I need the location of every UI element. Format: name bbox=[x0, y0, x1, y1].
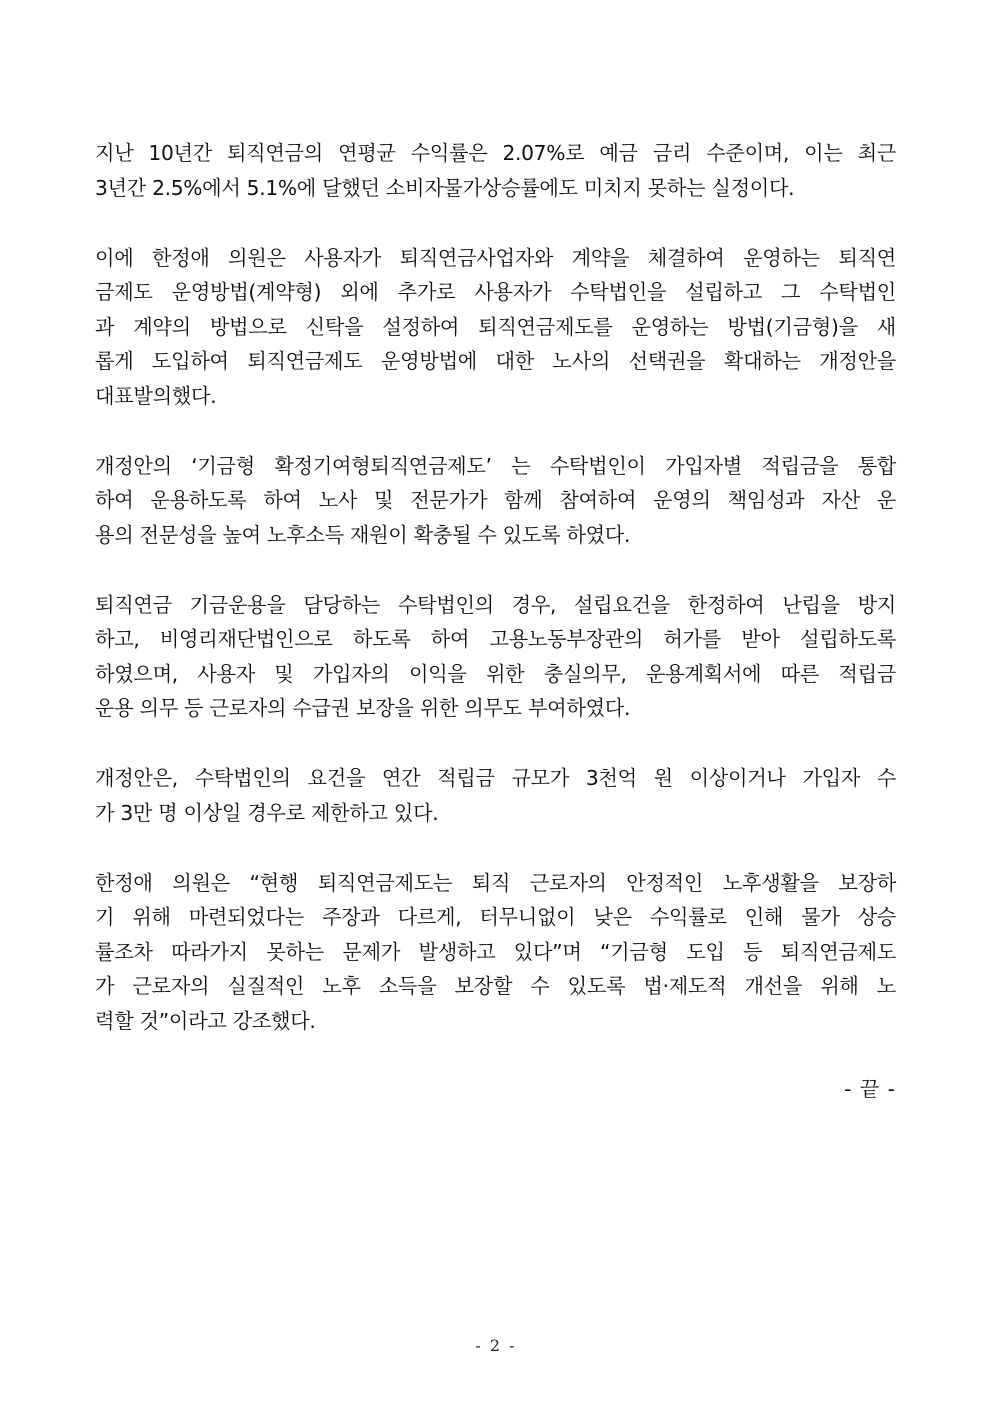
end-mark: - 끝 - bbox=[844, 1077, 896, 1101]
text-line: 롭게 도입하여 퇴직연금제도 운영방법에 대한 노사의 선택권을 확대하는 개정안을 bbox=[95, 349, 896, 373]
text-line: 퇴직연금 기금운용을 담당하는 수탁법인의 경우, 설립요건을 한정하여 난립을 방지 bbox=[95, 592, 896, 617]
text-line: 용의 전문성을 높여 노후소득 재원이 확충될 수 있도록 하였다. bbox=[95, 522, 631, 547]
text-line: 운용 의무 등 근로자의 수급권 보장을 위한 의무도 부여하였다. bbox=[95, 696, 631, 720]
text-line: 가 3만 명 이상일 경우로 제한하고 있다. bbox=[95, 800, 439, 825]
text-line: 3년간 2.5%에서 5.1%에 달했던 소비자물가상승률에도 미치지 못하는 실정이다. bbox=[95, 175, 795, 200]
text-line: 하였으며, 사용자 및 가입자의 이익을 위한 충실의무, 운용계획서에 따른 적립금 bbox=[95, 661, 896, 686]
text-line: 가 근로자의 실질적인 노후 소득을 보장할 수 있도록 법·제도적 개선을 위해 노 bbox=[95, 974, 896, 998]
text-line: 금제도 운영방법(계약형) 외에 추가로 사용자가 수탁법인을 설립하고 그 수탁법인 bbox=[95, 280, 896, 304]
text-line: 하고, 비영리재단법인으로 하도록 하여 고용노동부장관의 허가를 받아 설립하도록 bbox=[95, 627, 896, 651]
text-line: 개정안은, 수탁법인의 요건을 연간 적립금 규모가 3천억 원 이상이거나 가입자 수 bbox=[95, 766, 896, 790]
text-line: 한정애 의원은 “현행 퇴직연금제도는 퇴직 근로자의 안정적인 노후생활을 보장하 bbox=[95, 870, 896, 895]
text-line: 하여 운용하도록 하여 노사 및 전문가가 함께 참여하여 운영의 책임성과 자산 운 bbox=[95, 488, 896, 512]
text-line: 력할 것”이라고 강조했다. bbox=[95, 1008, 316, 1033]
text-line: 대표발의했다. bbox=[95, 383, 217, 408]
text-line: 지난 10년간 퇴직연금의 연평균 수익률은 2.07%로 예금 금리 수준이며, 이는 최근 bbox=[95, 141, 896, 165]
paragraph-5 bbox=[95, 761, 896, 830]
paragraph-1 bbox=[95, 136, 896, 205]
page-number: - 2 - bbox=[475, 1336, 517, 1355]
paragraph-6 bbox=[95, 866, 896, 1039]
text-line: 기 위해 마련되었다는 주장과 다르게, 터무니없이 낮은 수익률로 인해 물가 상승 bbox=[95, 905, 896, 929]
paragraph-3 bbox=[95, 449, 896, 553]
document-body bbox=[95, 136, 896, 1074]
paragraph-2 bbox=[95, 241, 896, 414]
text-line: 률조차 따라가지 못하는 문제가 발생하고 있다”며 “기금형 도입 등 퇴직연금제도 bbox=[95, 939, 896, 964]
text-line: 개정안의 ‘기금형 확정기여형퇴직연금제도’ 는 수탁법인이 가입자별 적립금을 통합 bbox=[95, 453, 896, 478]
text-line: 이에 한정애 의원은 사용자가 퇴직연금사업자와 계약을 체결하여 운영하는 퇴직연 bbox=[95, 245, 896, 270]
text-line: 과 계약의 방법으로 신탁을 설정하여 퇴직연금제도를 운영하는 방법(기금형)을 새 bbox=[95, 314, 896, 339]
paragraph-4 bbox=[95, 588, 896, 726]
